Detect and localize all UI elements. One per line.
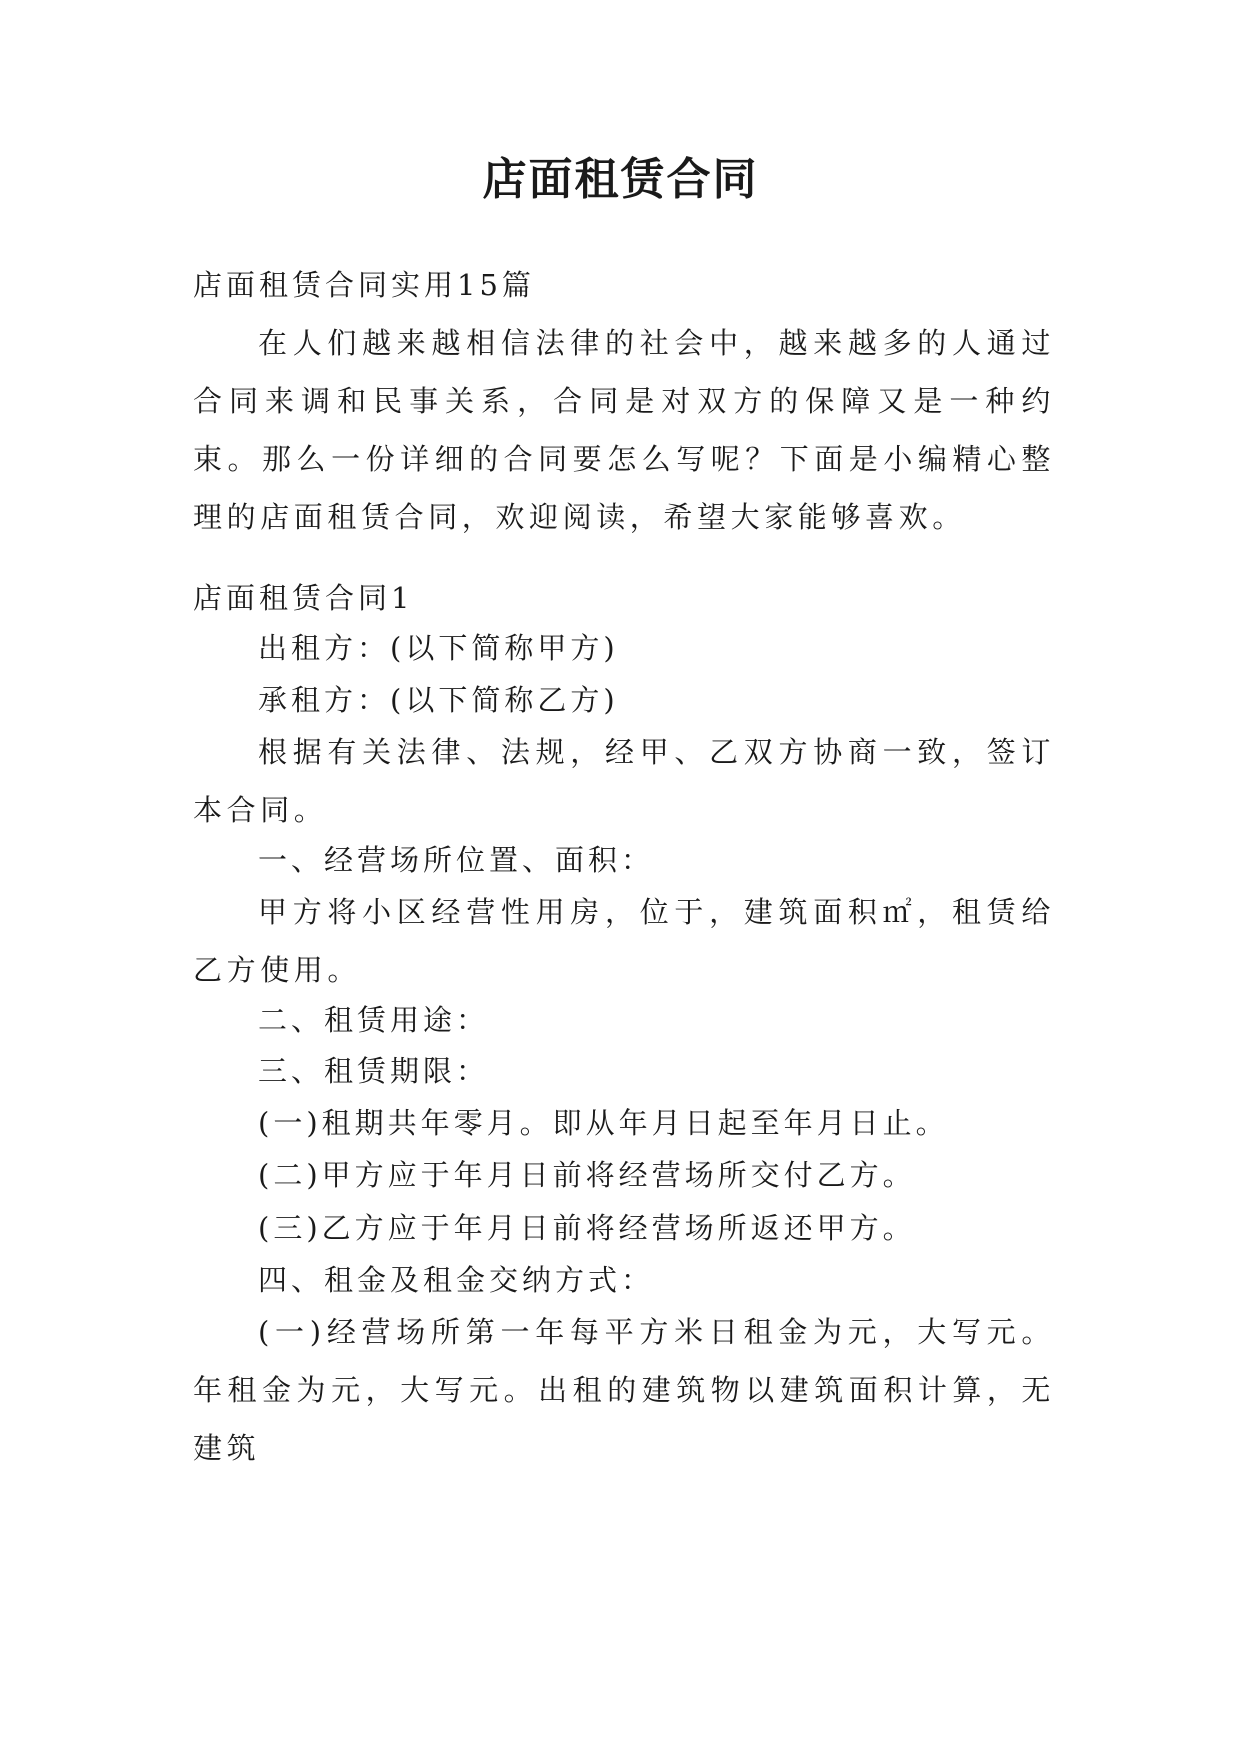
lessee-line: 承租方：(以下简称乙方) [258,683,619,717]
clause2-title: 二、租赁用途： [258,1003,490,1037]
section-heading: 店面租赁合同1 [193,581,414,615]
clause4-title: 四、租金及租金交纳方式： [258,1263,655,1297]
document-subtitle: 店面租赁合同实用15篇 [193,268,535,302]
clause1-body: 甲方将小区经营性用房，位于，建筑面积㎡，租赁给乙方使用。 [193,895,1055,987]
clause4-item1: (一)经营场所第一年每平方米日租金为元，大写元。年租金为元，大写元。出租的建筑物以建筑面积计算，无建筑 [193,1315,1055,1465]
clause3-item1: (一)租期共年零月。即从年月日起至年月日止。 [258,1106,949,1140]
clause3-title: 三、租赁期限： [258,1054,490,1088]
clause3-item2: (二)甲方应于年月日前将经营场所交付乙方。 [258,1158,916,1192]
clause1-title: 一、经营场所位置、面积： [258,843,655,877]
basis-paragraph: 根据有关法律、法规，经甲、乙双方协商一致，签订本合同。 [193,735,1055,827]
document-title: 店面租赁合同 [482,154,759,205]
lessor-line: 出租方：(以下简称甲方) [258,631,619,665]
clause3-item3: (三)乙方应于年月日前将经营场所返还甲方。 [258,1211,916,1245]
intro-paragraph: 在人们越来越相信法律的社会中，越来越多的人通过合同来调和民事关系，合同是对双方的保障又是一种约束。那么一份详细的合同要怎么写呢？下面是小编精心整理的店面租赁合同，欢迎阅读，希望大家能够喜欢。 [193,326,1055,534]
